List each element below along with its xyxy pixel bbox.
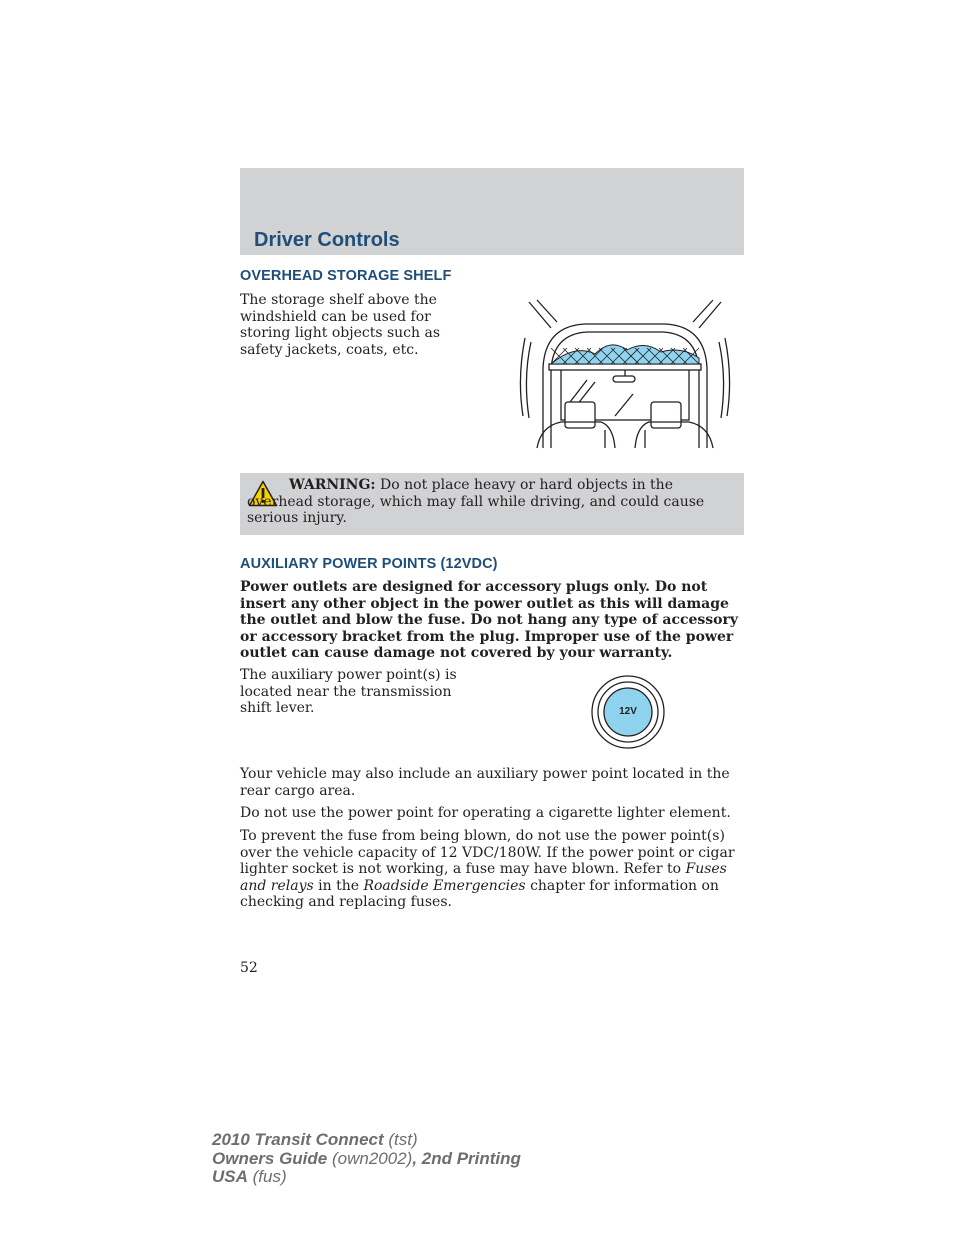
footer-guide: Owners Guide bbox=[212, 1148, 328, 1168]
overhead-body: The storage shelf above the windshield can be used for storing light objects such as safety jackets, coats, etc. bbox=[240, 292, 441, 358]
footer-line-2 bbox=[212, 1150, 521, 1169]
fuse-text-part: To prevent the fuse from being blown, do not use the power point(s) over the vehicle capacity of 12 VDC/180W. If the power point or cigar lighter socket is not working, a fuse may have blown. Refer to bbox=[240, 828, 735, 877]
aux-fuse-text bbox=[240, 828, 746, 911]
fuses-and-relays-ref: Fuses and relays bbox=[240, 861, 727, 894]
section-title: Driver Controls bbox=[254, 229, 400, 251]
roadside-emergencies-ref: Roadside Emergencies bbox=[363, 877, 526, 894]
page-number: 52 bbox=[240, 960, 258, 976]
footer-market: USA bbox=[212, 1167, 248, 1186]
overhead-heading: OVERHEAD STORAGE SHELF bbox=[240, 268, 452, 284]
aux-bold-notice: Power outlets are designed for accessory plugs only. Do not insert any other object in the power outlet as this will damage the outlet and blow the fuse. Do not hang any type of accessory or accessory bracket from the plug. Improper use of the power outlet can cause damage not covered by your warranty. bbox=[240, 579, 739, 661]
warning-label: WARNING: bbox=[289, 477, 376, 493]
warning-message: Do not place heavy or hard objects in the overhead storage, which may fall while driving, and could cause serious injury. bbox=[247, 477, 705, 526]
fuse-text-part: chapter for information on checking and replacing fuses. bbox=[240, 877, 719, 910]
aux-location-text: The auxiliary power point(s) is located near the transmission shift lever. bbox=[240, 667, 457, 716]
overhead-shelf-illustration bbox=[515, 298, 735, 452]
footer-printing: , 2nd Printing bbox=[412, 1148, 521, 1168]
aux-heading: AUXILIARY POWER POINTS (12VDC) bbox=[240, 556, 498, 572]
footer-model: 2010 Transit Connect bbox=[212, 1130, 384, 1149]
section-header-band bbox=[240, 168, 744, 255]
footer-line-1 bbox=[212, 1131, 521, 1150]
footer-market-code: (fus) bbox=[247, 1167, 287, 1186]
footer-guide-code: (own2002) bbox=[327, 1148, 413, 1168]
outlet-label: 12V bbox=[619, 706, 637, 717]
document-footer bbox=[212, 1131, 521, 1187]
warning-text bbox=[247, 477, 737, 527]
warning-box bbox=[240, 473, 744, 535]
fuse-text-part: in the bbox=[313, 877, 364, 894]
aux-rear-text: Your vehicle may also include an auxiliary power point located in the rear cargo area. bbox=[240, 766, 730, 799]
aux-lighter-text: Do not use the power point for operating a cigarette lighter element. bbox=[240, 805, 731, 821]
footer-model-code: (tst) bbox=[383, 1130, 418, 1149]
footer-line-3 bbox=[212, 1168, 521, 1187]
power-outlet-illustration bbox=[590, 674, 666, 750]
